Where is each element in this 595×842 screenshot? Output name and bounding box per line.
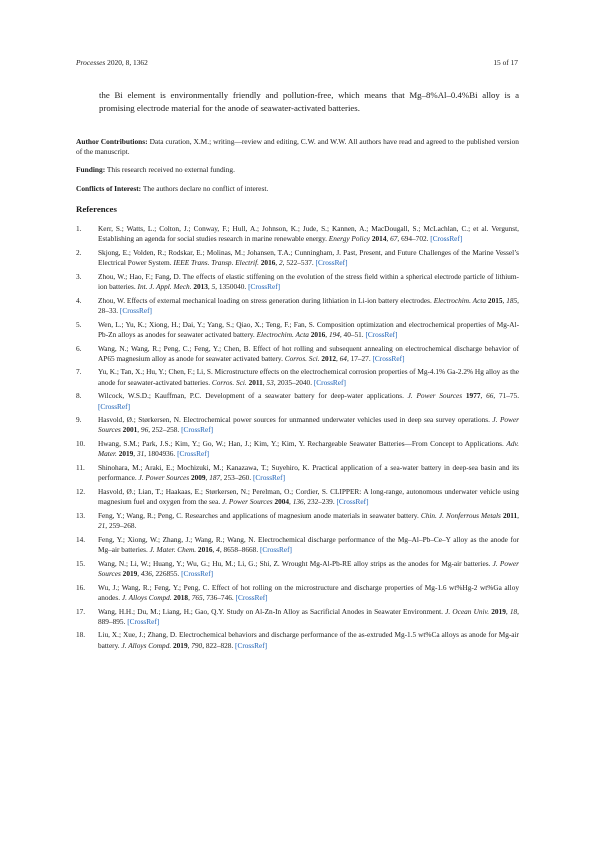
reference-item [76,463,519,483]
reference-item [76,224,519,244]
reference-number: 13. [76,510,86,520]
reference-number: 14. [76,534,86,544]
reference-year: 2015 [487,295,503,305]
reference-item [76,511,519,531]
reference-year: 2016 [310,329,326,339]
reference-number: 1. [76,224,82,233]
reference-journal: J. Alloys Compd. [121,640,172,650]
crossref-link[interactable]: [CrossRef] [259,544,292,554]
reference-journal: Int. J. Appl. Mech. [137,282,192,292]
reference-volume: 436 [140,568,152,578]
reference-text: Wen, L.; Yu, K.; Xiong, H.; Dai, Y.; Yang, S.; Qiao, X.; Teng, F.; Fan, S. Composition optimization and electrochemical properties of Mg-Al-Pb-Zn alloys as anodes for seawater activated battery. Electrochim. Acta 2016, 194, 40–51. [CrossRef] [98,319,519,339]
reference-item [76,344,519,364]
reference-journal: Corros. Sci. [211,377,247,387]
reference-text: Shinohara, M.; Araki, E.; Mochizuki, M.; Kanazawa, T.; Suyehiro, K. Practical application of a sea-water battery in deep-sea basin and its performance. J. Power Sources 2009, 187, 253–260. [CrossRef] [98,463,519,483]
reference-year: 2001 [122,425,138,435]
back-matter [76,137,519,202]
crossref-link[interactable]: [CrossRef] [177,449,210,459]
reference-number: 8. [76,391,82,401]
reference-item [76,391,519,411]
reference-text: Feng, Y.; Xiong, W.; Zhang, J.; Wang, R.; Wang, N. Electrochemical discharge performance of the Mg–Al–Pb–Ce–Y alloy as the anode for Mg–air batteries. J. Mater. Chem. 2016, 4, 8658–8668. [CrossRef] [98,534,519,554]
references-list [76,224,519,654]
reference-number: 4. [76,295,82,305]
reference-volume: 2 [279,258,283,268]
reference-journal: Adv. Mater. [98,439,519,459]
conclusion-paragraph: the Bi element is environmentally friendly and pollution-free, which means that Mg–8%Al–0.4%Bi alloy is a promising electrode material for the anode of seawater-activated batteries. [99,90,519,113]
reference-number: 16. [76,582,86,592]
reference-volume: 5 [211,282,216,292]
reference-item [76,630,519,650]
reference-item [76,367,519,387]
reference-item [76,607,519,627]
reference-volume: 21 [98,521,106,531]
reference-volume: 18 [509,606,518,616]
reference-text: Zhou, W.; Hao, F.; Fang, D. The effects of elastic stiffening on the evolution of the stress field within a spherical electrode particle of lithium-ion batteries. Int. J. Appl. Mech. 2013, 5, 1350040. [CrossRef] [98,271,519,292]
reference-volume: 67 [390,234,398,244]
reference-year: 2019 [118,449,134,459]
crossref-link[interactable]: [CrossRef] [252,473,286,483]
journal-name: Processes [76,58,106,67]
reference-text: Wu, J.; Wang, R.; Feng, Y.; Peng, C. Effect of hot rolling on the microstructure and discharge properties of Mg-1.6 wt%Hg-2 wt%Ga alloy anodes. J. Alloys Compd. 2018, 765, 736–746. [CrossRef] [98,582,519,602]
journal-citation: 2020, 8, 1362 [107,58,148,67]
reference-item [76,272,519,292]
reference-number: 18. [76,630,86,640]
reference-journal: IEEE Trans. Transp. Electrif. [173,258,259,268]
reference-volume: 136 [292,497,304,507]
reference-volume: 187 [209,473,221,483]
reference-text: Hwang, S.M.; Park, J.S.; Kim, Y.; Go, W.; Han, J.; Kim, Y.; Kim, Y. Rechargeable Seawater Batteries—From Concept to Applications. Adv. Mater. 2019, 31, 1804936. [CrossRef] [98,439,519,459]
reference-year: 2011 [248,377,263,387]
funding-label: Funding: [76,165,106,175]
crossref-link[interactable]: [CrossRef] [248,282,281,292]
reference-journal: J. Power Sources [138,473,190,483]
page-number: 15 of 17 [493,58,518,67]
reference-text: Feng, Y.; Wang, R.; Peng, C. Researches and applications of magnesium anode materials in seawater battery. Chin. J. Nonferrous Metals 2011, 21, 259–268. [98,510,519,531]
crossref-link[interactable]: [CrossRef] [181,425,214,435]
reference-text: Wang, N.; Li, W.; Huang, Y.; Wu, G.; Hu, M.; Li, G.; Shi, Z. Wrought Mg-Al-Pb-RE alloy strips as the anodes for Mg-air batteries. J. Power Sources 2019, 436, 226855. [CrossRef] [98,558,519,578]
reference-journal: J. Power Sources [222,497,273,507]
reference-number: 3. [76,271,82,281]
crossref-link[interactable]: [CrossRef] [181,568,214,578]
reference-text: Yu, K.; Tan, X.; Hu, Y.; Chen, F.; Li, S. Microstructure effects on the electrochemical corrosion properties of Mg-4.1% Ga-2.2% Hg alloy as the anode for seawater-activated batteries. Corros. Sci. 2011, 53, 2035–2040. [CrossRef] [98,367,519,387]
reference-item [76,320,519,340]
author-contributions-label: Author Contributions: [76,137,148,146]
reference-year: 2011 [502,510,518,520]
reference-year: 2019 [173,640,188,650]
reference-number: 17. [76,606,86,616]
reference-item [76,296,519,316]
reference-text: Wilcock, W.S.D.; Kauffman, P.C. Development of a seawater battery for deep-water applications. J. Power Sources 1977, 66, 71–75. [CrossRef] [98,391,520,411]
funding-statement [76,165,519,175]
crossref-link[interactable]: [CrossRef] [313,377,346,387]
reference-number: 15. [76,558,86,568]
crossref-link[interactable]: [CrossRef] [372,353,405,363]
reference-volume: 194 [328,329,340,339]
reference-volume: 765 [191,592,203,602]
reference-volume: 790 [191,640,203,650]
reference-year: 2016 [197,544,213,554]
reference-volume: 31 [136,449,145,459]
reference-number: 9. [76,415,82,425]
reference-item [76,439,519,459]
reference-volume: 66 [486,391,494,401]
reference-number: 12. [76,486,86,496]
reference-journal: Energy Policy [328,234,371,244]
reference-text: Hasvold, Ø.; Lian, T.; Haakaas, E.; Størkersen, N.; Perelman, O.; Cordier, S. CLIPPER: A long-range, autonomous underwater vehicle using magnesium fuel and oxygen from the sea. J. Power Sources 2004, 136, 232–239. [CrossRef] [98,486,519,507]
reference-volume: 96 [140,425,149,435]
crossref-link[interactable]: [CrossRef] [235,592,268,602]
reference-text: Zhou, W. Effects of external mechanical loading on stress generation during lithiation in Li-ion battery electrodes. Electrochim. Acta 2015, 185, 28–33. [CrossRef] [98,295,519,315]
reference-journal: J. Mater. Chem. [149,544,197,554]
crossref-link[interactable]: [CrossRef] [336,497,369,507]
reference-text: Skjong, E.; Volden, R.; Rodskar, E.; Molinas, M.; Johansen, T.A.; Cunningham, J. Past, Present, and Future Challenges of the Marine Vessel’s Electrical Power System. IEEE Trans. Transp. Electrif. 2016, 2, 522–537. [CrossRef] [98,247,519,268]
reference-text: Liu, X.; Xue, J.; Zhang, D. Electrochemical behaviors and discharge performance of the as-extruded Mg-1.5 wt%Ca alloys as anode for Mg-air battery. J. Alloys Compd. 2019, 790, 822–828. [CrossRef] [98,630,519,650]
reference-number: 6. [76,343,82,353]
reference-year: 2014 [371,234,387,244]
crossref-link[interactable]: [CrossRef] [315,258,348,268]
reference-year: 2012 [321,353,336,363]
reference-year: 1977 [465,391,481,401]
reference-journal: J. Power Sources [98,558,519,578]
conflicts-label: Conflicts of Interest: [76,183,142,193]
reference-journal: J. Alloys Compd. [121,592,172,602]
reference-year: 2013 [193,282,208,292]
reference-year: 2009 [190,473,206,483]
reference-journal: J. Power Sources [407,391,463,401]
funding-text: This research received no external funding. [106,165,235,175]
crossref-link[interactable]: [CrossRef] [235,640,268,650]
reference-item [76,487,519,507]
reference-year: 2019 [122,568,138,578]
reference-year: 2004 [274,497,290,507]
reference-volume: 53 [266,377,274,387]
author-contributions-text: Data curation, X.M.; writing—review and editing, C.W. and W.W. All authors have read and agreed to the published version of the manuscript. [76,137,519,157]
reference-volume: 4 [216,544,220,554]
crossref-link[interactable]: [CrossRef] [127,616,160,626]
reference-text: Kerr, S.; Watts, L.; Colton, J.; Conway, F.; Hull, A.; Johnson, K.; Jude, S.; Kannen, A.; MacDougall, S.; McLachlan, C.; et al. Vergunst, Establishing an agenda for social studies research in marine renewable energy. Energy Policy 2014, 67, 694–702. [CrossRef] [98,224,519,244]
reference-item [76,583,519,603]
reference-item [76,559,519,579]
reference-number: 10. [76,439,86,449]
reference-number: 7. [76,367,82,377]
reference-journal: Electrochim. Acta [433,295,487,305]
crossref-link[interactable]: [CrossRef] [430,234,463,244]
author-contributions [76,137,519,157]
reference-item [76,535,519,555]
reference-journal: J. Ocean Univ. [445,606,490,616]
conflicts-text: The authors declare no conflict of interest. [142,183,269,193]
reference-journal: Corros. Sci. [284,353,320,363]
reference-number: 2. [76,247,82,257]
reference-item [76,248,519,268]
reference-number: 5. [76,319,82,329]
reference-item [76,415,519,435]
reference-journal: J. Power Sources [98,415,519,435]
reference-year: 2019 [491,606,506,616]
reference-year: 2018 [173,592,189,602]
reference-text: Wang, N.; Wang, R.; Peng, C.; Feng, Y.; Chen, B. Effect of hot rolling and subsequent annealing on electrochemical discharge behavior of AP65 magnesium alloy as anode for seawater activated battery. Corros. Sci. 2012, 64, 17–27. [CrossRef] [98,343,519,363]
crossref-link[interactable]: [CrossRef] [365,329,398,339]
reference-text: Wang, H.H.; Du, M.; Liang, H.; Gao, Q.Y. Study on Al-Zn-In Alloy as Sacrificial Anodes in Seawater Environment. J. Ocean Univ. 2019, 18, 889–895. [CrossRef] [98,606,519,626]
crossref-link[interactable]: [CrossRef] [119,305,152,315]
reference-year: 2016 [260,258,276,268]
page-header [76,58,518,67]
reference-volume: 64 [339,353,347,363]
references-heading: References [76,204,117,214]
reference-number: 11. [76,463,85,473]
crossref-link[interactable]: [CrossRef] [98,401,131,411]
conflicts-statement [76,184,519,194]
reference-volume: 185 [506,295,518,305]
reference-journal: Electrochim. Acta [256,329,309,339]
reference-journal: Chin. J. Nonferrous Metals [420,510,501,520]
reference-text: Hasvold, Ø.; Størkersen, N. Electrochemical power sources for unmanned underwater vehicles used in deep sea survey operations. J. Power Sources 2001, 96, 252–258. [CrossRef] [98,415,519,435]
